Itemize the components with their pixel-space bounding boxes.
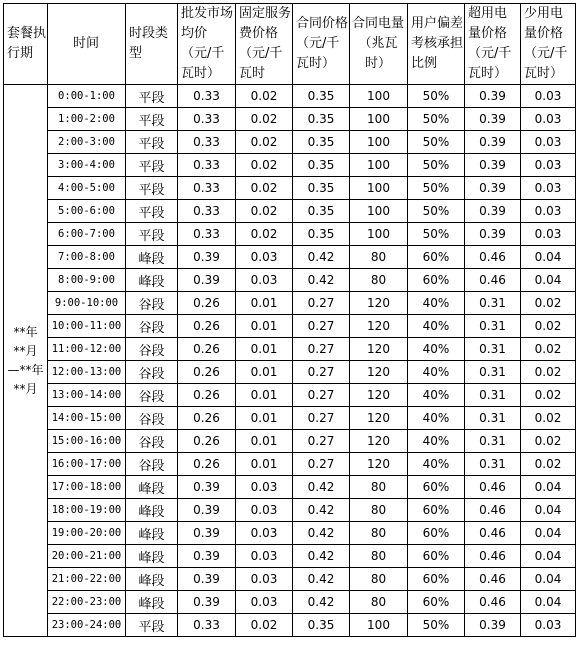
contract-volume-cell: 100 [350,223,408,246]
contract-volume-cell: 120 [350,315,408,338]
period-type-cell: 峰段 [126,568,178,591]
contract-price-cell: 0.35 [293,131,350,154]
wholesale-price-cell: 0.33 [178,154,236,177]
header-service-fee: 固定服务费价格（元/千瓦时 [236,4,293,85]
contract-volume-cell: 80 [350,476,408,499]
contract-price-cell: 0.35 [293,85,350,108]
time-cell: 8:00-9:00 [48,269,126,292]
contract-volume-cell: 120 [350,430,408,453]
period-type-cell: 峰段 [126,545,178,568]
time-cell: 5:00-6:00 [48,200,126,223]
contract-price-cell: 0.27 [293,384,350,407]
period-type-cell: 峰段 [126,476,178,499]
contract-price-cell: 0.27 [293,453,350,476]
contract-volume-cell: 120 [350,292,408,315]
wholesale-price-cell: 0.39 [178,269,236,292]
service-fee-cell: 0.01 [236,453,293,476]
deviation-ratio-cell: 40% [408,430,465,453]
table-row [4,361,576,384]
underuse-price-cell: 0.04 [521,269,576,292]
time-cell: 4:00-5:00 [48,177,126,200]
overuse-price-cell: 0.39 [465,108,521,131]
underuse-price-cell: 0.04 [521,591,576,614]
header-contract-price: 合同价格（元/千瓦时） [293,4,350,85]
table-row [4,177,576,200]
deviation-ratio-cell: 50% [408,85,465,108]
overuse-price-cell: 0.31 [465,430,521,453]
underuse-price-cell: 0.04 [521,499,576,522]
overuse-price-cell: 0.39 [465,223,521,246]
overuse-price-cell: 0.31 [465,361,521,384]
service-fee-cell: 0.03 [236,246,293,269]
service-fee-cell: 0.03 [236,545,293,568]
wholesale-price-cell: 0.26 [178,430,236,453]
table-row [4,407,576,430]
wholesale-price-cell: 0.39 [178,522,236,545]
underuse-price-cell: 0.02 [521,315,576,338]
table-row [4,246,576,269]
table-header [4,4,576,85]
wholesale-price-cell: 0.26 [178,315,236,338]
execution-period-line: **年 [13,324,38,339]
deviation-ratio-cell: 50% [408,223,465,246]
time-cell: 23:00-24:00 [48,614,126,637]
period-type-cell: 平段 [126,154,178,177]
period-type-cell: 谷段 [126,315,178,338]
table-row [4,430,576,453]
period-type-cell: 谷段 [126,407,178,430]
service-fee-cell: 0.01 [236,338,293,361]
deviation-ratio-cell: 40% [408,315,465,338]
wholesale-price-cell: 0.26 [178,338,236,361]
time-cell: 20:00-21:00 [48,545,126,568]
table-row [4,108,576,131]
underuse-price-cell: 0.03 [521,177,576,200]
contract-volume-cell: 80 [350,246,408,269]
deviation-ratio-cell: 60% [408,522,465,545]
contract-price-cell: 0.35 [293,200,350,223]
execution-period-line: **月 [13,343,38,358]
contract-volume-cell: 100 [350,177,408,200]
service-fee-cell: 0.01 [236,292,293,315]
wholesale-price-cell: 0.26 [178,292,236,315]
period-type-cell: 平段 [126,614,178,637]
time-cell: 11:00-12:00 [48,338,126,361]
service-fee-cell: 0.03 [236,591,293,614]
wholesale-price-cell: 0.39 [178,476,236,499]
time-cell: 0:00-1:00 [48,85,126,108]
underuse-price-cell: 0.04 [521,568,576,591]
overuse-price-cell: 0.39 [465,614,521,637]
contract-price-cell: 0.35 [293,154,350,177]
overuse-price-cell: 0.31 [465,407,521,430]
deviation-ratio-cell: 50% [408,177,465,200]
table-row [4,568,576,591]
deviation-ratio-cell: 60% [408,568,465,591]
underuse-price-cell: 0.04 [521,545,576,568]
service-fee-cell: 0.03 [236,499,293,522]
contract-volume-cell: 80 [350,499,408,522]
overuse-price-cell: 0.31 [465,453,521,476]
contract-price-cell: 0.35 [293,108,350,131]
deviation-ratio-cell: 60% [408,246,465,269]
wholesale-price-cell: 0.33 [178,131,236,154]
contract-volume-cell: 80 [350,522,408,545]
contract-volume-cell: 80 [350,269,408,292]
underuse-price-cell: 0.02 [521,453,576,476]
contract-price-cell: 0.35 [293,614,350,637]
period-type-cell: 平段 [126,223,178,246]
contract-volume-cell: 80 [350,591,408,614]
time-cell: 19:00-20:00 [48,522,126,545]
overuse-price-cell: 0.39 [465,177,521,200]
service-fee-cell: 0.01 [236,315,293,338]
wholesale-price-cell: 0.39 [178,591,236,614]
overuse-price-cell: 0.31 [465,384,521,407]
contract-price-cell: 0.27 [293,338,350,361]
time-cell: 12:00-13:00 [48,361,126,384]
service-fee-cell: 0.01 [236,361,293,384]
table-row [4,269,576,292]
overuse-price-cell: 0.46 [465,591,521,614]
execution-period-line: **月 [13,381,38,396]
deviation-ratio-cell: 60% [408,499,465,522]
wholesale-price-cell: 0.39 [178,246,236,269]
contract-price-cell: 0.42 [293,545,350,568]
contract-volume-cell: 100 [350,614,408,637]
table-row [4,292,576,315]
deviation-ratio-cell: 60% [408,269,465,292]
header-period: 套餐执行期 [4,4,48,85]
period-type-cell: 谷段 [126,361,178,384]
service-fee-cell: 0.03 [236,568,293,591]
contract-price-cell: 0.42 [293,568,350,591]
time-cell: 7:00-8:00 [48,246,126,269]
header-period-type: 时段类型 [126,4,178,85]
header-contract-volume: 合同电量（兆瓦时） [350,4,408,85]
service-fee-cell: 0.02 [236,223,293,246]
header-overuse-price: 超用电量价格（元/千瓦时） [465,4,521,85]
service-fee-cell: 0.03 [236,476,293,499]
contract-price-cell: 0.42 [293,591,350,614]
period-type-cell: 谷段 [126,384,178,407]
underuse-price-cell: 0.02 [521,361,576,384]
contract-price-cell: 0.42 [293,476,350,499]
table-row [4,154,576,177]
wholesale-price-cell: 0.33 [178,200,236,223]
table-row [4,522,576,545]
underuse-price-cell: 0.03 [521,223,576,246]
table-row [4,476,576,499]
wholesale-price-cell: 0.26 [178,384,236,407]
table-row [4,591,576,614]
header-wholesale-price: 批发市场均价（元/千瓦时） [178,4,236,85]
deviation-ratio-cell: 50% [408,614,465,637]
time-cell: 16:00-17:00 [48,453,126,476]
deviation-ratio-cell: 50% [408,131,465,154]
table-row [4,614,576,637]
tariff-table [3,3,576,637]
deviation-ratio-cell: 60% [408,545,465,568]
deviation-ratio-cell: 50% [408,108,465,131]
period-type-cell: 峰段 [126,246,178,269]
time-cell: 9:00-10:00 [48,292,126,315]
service-fee-cell: 0.02 [236,614,293,637]
table-row [4,223,576,246]
service-fee-cell: 0.02 [236,131,293,154]
service-fee-cell: 0.02 [236,177,293,200]
service-fee-cell: 0.03 [236,269,293,292]
contract-volume-cell: 120 [350,361,408,384]
header-underuse-price: 少用电量价格（元/千瓦时） [521,4,576,85]
overuse-price-cell: 0.46 [465,246,521,269]
underuse-price-cell: 0.03 [521,85,576,108]
header-row [4,4,576,85]
table-row [4,499,576,522]
period-type-cell: 谷段 [126,338,178,361]
contract-volume-cell: 120 [350,384,408,407]
service-fee-cell: 0.02 [236,154,293,177]
execution-period-cell [4,85,48,637]
overuse-price-cell: 0.46 [465,545,521,568]
service-fee-cell: 0.01 [236,430,293,453]
time-cell: 18:00-19:00 [48,499,126,522]
deviation-ratio-cell: 50% [408,154,465,177]
period-type-cell: 平段 [126,85,178,108]
contract-price-cell: 0.27 [293,361,350,384]
table-row [4,85,576,108]
wholesale-price-cell: 0.26 [178,453,236,476]
contract-volume-cell: 100 [350,108,408,131]
table-row [4,453,576,476]
table-row [4,338,576,361]
deviation-ratio-cell: 40% [408,361,465,384]
period-type-cell: 峰段 [126,591,178,614]
deviation-ratio-cell: 50% [408,200,465,223]
overuse-price-cell: 0.46 [465,568,521,591]
deviation-ratio-cell: 40% [408,384,465,407]
contract-volume-cell: 100 [350,131,408,154]
time-cell: 14:00-15:00 [48,407,126,430]
contract-price-cell: 0.42 [293,522,350,545]
service-fee-cell: 0.01 [236,384,293,407]
header-time: 时间 [48,4,126,85]
underuse-price-cell: 0.02 [521,430,576,453]
time-cell: 17:00-18:00 [48,476,126,499]
overuse-price-cell: 0.39 [465,154,521,177]
time-cell: 6:00-7:00 [48,223,126,246]
overuse-price-cell: 0.46 [465,476,521,499]
contract-volume-cell: 100 [350,154,408,177]
underuse-price-cell: 0.04 [521,476,576,499]
underuse-price-cell: 0.04 [521,522,576,545]
contract-price-cell: 0.27 [293,315,350,338]
period-type-cell: 峰段 [126,499,178,522]
period-type-cell: 平段 [126,177,178,200]
contract-volume-cell: 80 [350,545,408,568]
contract-price-cell: 0.42 [293,269,350,292]
time-cell: 2:00-3:00 [48,131,126,154]
service-fee-cell: 0.03 [236,522,293,545]
wholesale-price-cell: 0.33 [178,177,236,200]
table-row [4,384,576,407]
wholesale-price-cell: 0.33 [178,108,236,131]
underuse-price-cell: 0.03 [521,154,576,177]
table-row [4,315,576,338]
time-cell: 15:00-16:00 [48,430,126,453]
period-type-cell: 峰段 [126,522,178,545]
wholesale-price-cell: 0.39 [178,499,236,522]
wholesale-price-cell: 0.33 [178,85,236,108]
underuse-price-cell: 0.03 [521,131,576,154]
table-row [4,131,576,154]
table-row [4,545,576,568]
deviation-ratio-cell: 40% [408,292,465,315]
deviation-ratio-cell: 40% [408,338,465,361]
period-type-cell: 谷段 [126,453,178,476]
contract-volume-cell: 120 [350,407,408,430]
wholesale-price-cell: 0.26 [178,407,236,430]
contract-price-cell: 0.27 [293,430,350,453]
wholesale-price-cell: 0.26 [178,361,236,384]
period-type-cell: 谷段 [126,430,178,453]
time-cell: 21:00-22:00 [48,568,126,591]
period-type-cell: 平段 [126,200,178,223]
contract-price-cell: 0.35 [293,177,350,200]
period-type-cell: 峰段 [126,269,178,292]
contract-price-cell: 0.27 [293,407,350,430]
overuse-price-cell: 0.46 [465,499,521,522]
overuse-price-cell: 0.31 [465,315,521,338]
contract-price-cell: 0.27 [293,292,350,315]
time-cell: 10:00-11:00 [48,315,126,338]
table-row [4,200,576,223]
underuse-price-cell: 0.03 [521,614,576,637]
deviation-ratio-cell: 40% [408,407,465,430]
table-body [4,85,576,637]
overuse-price-cell: 0.39 [465,200,521,223]
service-fee-cell: 0.02 [236,200,293,223]
service-fee-cell: 0.02 [236,85,293,108]
service-fee-cell: 0.02 [236,108,293,131]
wholesale-price-cell: 0.39 [178,545,236,568]
wholesale-price-cell: 0.39 [178,568,236,591]
contract-volume-cell: 120 [350,338,408,361]
underuse-price-cell: 0.02 [521,384,576,407]
contract-price-cell: 0.42 [293,246,350,269]
execution-period-line: —**年 [7,362,44,377]
contract-volume-cell: 80 [350,568,408,591]
deviation-ratio-cell: 60% [408,476,465,499]
deviation-ratio-cell: 60% [408,591,465,614]
underuse-price-cell: 0.03 [521,108,576,131]
contract-volume-cell: 100 [350,85,408,108]
contract-price-cell: 0.42 [293,499,350,522]
overuse-price-cell: 0.39 [465,131,521,154]
overuse-price-cell: 0.46 [465,522,521,545]
time-cell: 1:00-2:00 [48,108,126,131]
overuse-price-cell: 0.31 [465,338,521,361]
time-cell: 22:00-23:00 [48,591,126,614]
underuse-price-cell: 0.03 [521,200,576,223]
contract-price-cell: 0.35 [293,223,350,246]
overuse-price-cell: 0.46 [465,269,521,292]
contract-volume-cell: 120 [350,453,408,476]
period-type-cell: 谷段 [126,292,178,315]
underuse-price-cell: 0.04 [521,246,576,269]
underuse-price-cell: 0.02 [521,338,576,361]
period-type-cell: 平段 [126,131,178,154]
wholesale-price-cell: 0.33 [178,614,236,637]
overuse-price-cell: 0.31 [465,292,521,315]
underuse-price-cell: 0.02 [521,292,576,315]
deviation-ratio-cell: 40% [408,453,465,476]
service-fee-cell: 0.01 [236,407,293,430]
contract-volume-cell: 100 [350,200,408,223]
underuse-price-cell: 0.02 [521,407,576,430]
overuse-price-cell: 0.39 [465,85,521,108]
time-cell: 3:00-4:00 [48,154,126,177]
time-cell: 13:00-14:00 [48,384,126,407]
wholesale-price-cell: 0.33 [178,223,236,246]
header-deviation-ratio: 用户偏差考核承担比例 [408,4,465,85]
period-type-cell: 平段 [126,108,178,131]
